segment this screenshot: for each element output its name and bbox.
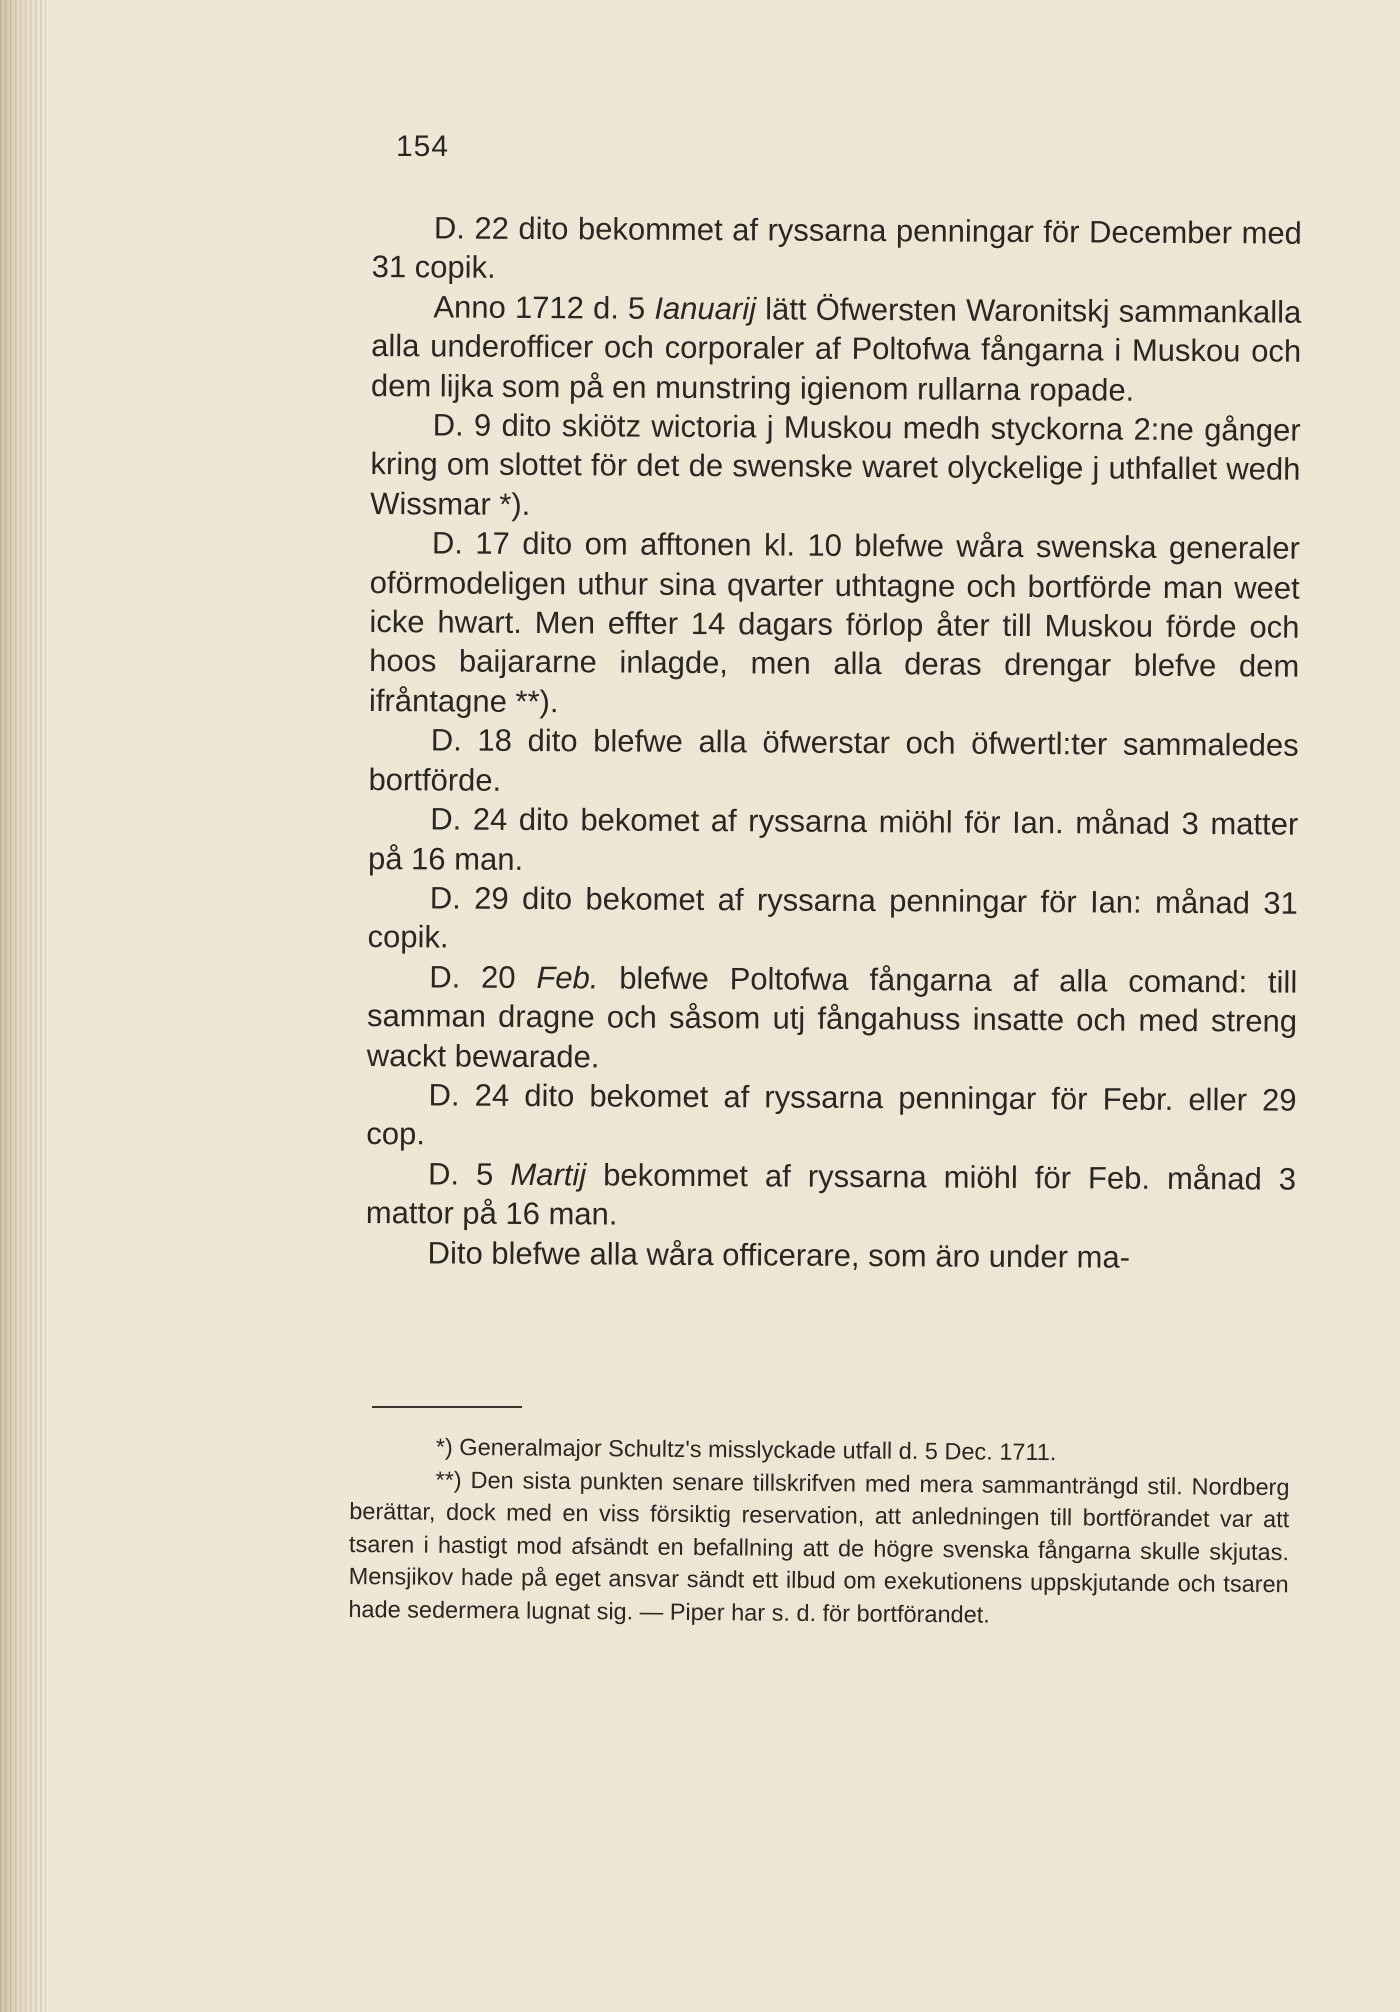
paragraph [368, 799, 1298, 883]
body-text [366, 208, 1302, 1278]
text-run: D. 18 dito blefwe alla öfwerstar och öfwertl:ter sammaledes bortförde. [368, 722, 1299, 798]
text-run: *) Generalmajor Schultz's misslyckade utfall d. 5 Dec. 1711. [435, 1433, 1057, 1466]
text-run: **) Den sista punkten senare tillskrifven med mera sammanträngd stil. Nordberg berättar, dock med en viss försiktig reservation, att anledningen till bortförandet var att tsaren i hastigt mod afsändt en befallning att de högre svenska fångarna skulle skjutas. Mensjikov hade på eget ansvar sändt ett ilbud om exekutionens uppskjutande och tsaren hade sedermera lugnat sig. — Piper har s. d. för bortförandet. [348, 1466, 1290, 1628]
paragraph [367, 957, 1298, 1081]
italic-text: Ianuarij [654, 290, 757, 327]
text-run: Anno 1712 d. 5 [433, 289, 655, 326]
footnote [348, 1462, 1289, 1633]
text-run: D. 20 [429, 959, 537, 995]
italic-text: Feb. [536, 959, 599, 996]
paragraph [366, 1075, 1296, 1159]
italic-text: Martij [510, 1156, 587, 1193]
paragraph [366, 1233, 1296, 1278]
text-run: bekommet af ryssarna miöhl för Feb. månad 3 mattor på 16 man. [365, 1157, 1297, 1232]
text-run: D. 9 dito skiötz wictoria j Muskou medh styckorna 2:ne gånger kring om slottet för det de swenske waret olyckelige j uthfallet wedh Wissmar *). [370, 407, 1301, 522]
page-gutter [0, 0, 46, 2012]
text-run: lätt Öfwersten Waronitskj sammankalla alla underofficer och corporaler af Poltofwa fångarna i Muskou och dem lijka som på en munstring igienom rullarna ropade. [370, 291, 1302, 408]
paragraph [368, 720, 1298, 804]
paragraph [371, 287, 1302, 411]
text-run: D. 17 dito om afftonen kl. 10 blefwe wåra swenska generaler oförmodeligen uthur sina qvarter uthtagne och bortförde man weet icke hwart. Men effter 14 dagars förlop åter till Muskou förde och hoos baijararne inlagde, men alla deras drengar blefve dem ifråntagne **). [368, 525, 1301, 720]
text-run: D. 24 dito bekomet af ryssarna penningar för Febr. eller 29 cop. [366, 1077, 1297, 1152]
paragraph [370, 405, 1301, 529]
footnote-divider [372, 1406, 522, 1408]
paragraph [372, 208, 1302, 292]
text-run: D. 22 dito bekommet af ryssarna penningar för December med 31 copik. [371, 210, 1302, 286]
text-run: blefwe Poltofwa fångarna af alla comand: till samman dragne och såsom utj fångahuss insatte och med streng wackt bewarade. [366, 960, 1298, 1074]
page-number: 154 [396, 130, 450, 163]
paragraph [366, 1154, 1296, 1238]
text-run: D. 29 dito bekomet af ryssarna penningar för Ian: månad 31 copik. [367, 880, 1298, 955]
text-run: D. 24 dito bekomet af ryssarna miöhl för Ian. månad 3 matter på 16 man. [367, 801, 1299, 877]
paragraph [369, 523, 1300, 726]
text-run: Dito blefwe alla wåra officerare, som äro under ma- [427, 1234, 1131, 1275]
footnotes [348, 1430, 1290, 1633]
paragraph [367, 878, 1297, 962]
text-run: D. 5 [427, 1156, 511, 1192]
